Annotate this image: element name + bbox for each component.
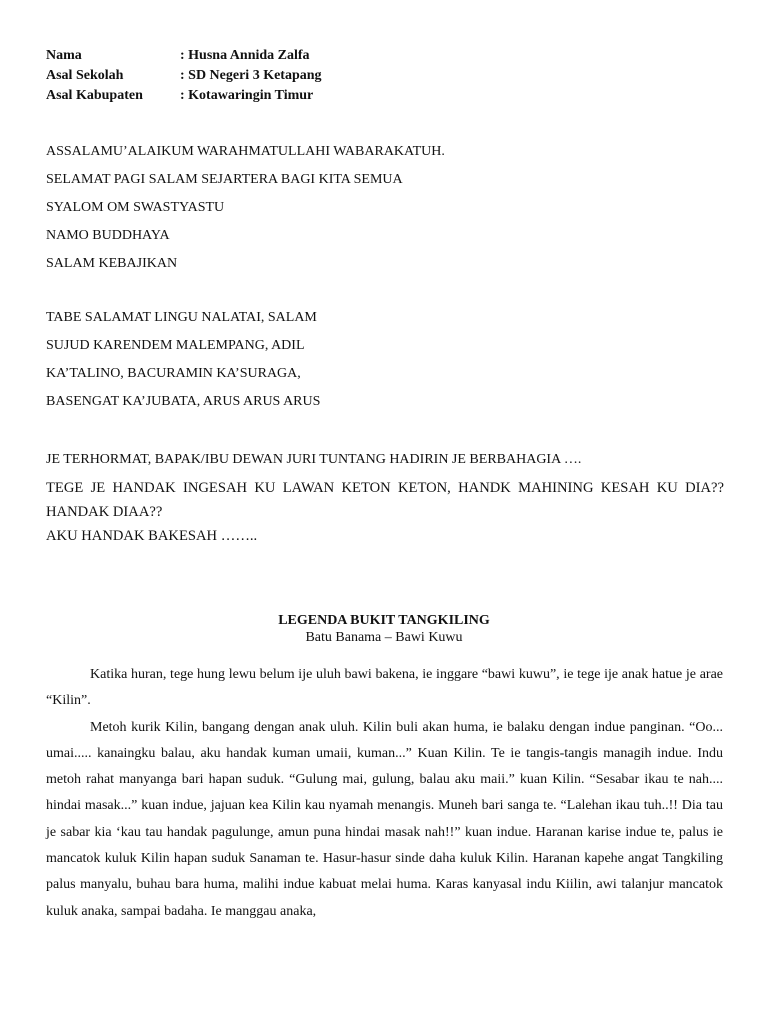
local-greeting-line: SUJUD KARENDEM MALEMPANG, ADIL — [46, 338, 305, 353]
story-subtitle: Batu Banama – Bawi Kuwu — [305, 630, 463, 645]
identity-row-school — [46, 66, 322, 86]
story-paragraph: Katika huran, tege hung lewu belum ije uluh bawi bakena, ie inggare “bawi kuwu”, ie tege ije anak hatue je arae “Kilin”. — [46, 667, 723, 709]
greeting-line: ASSALAMU’ALAIKUM WARAHMATULLAHI WABARAKATUH. — [46, 144, 445, 159]
local-greeting-line: TABE SALAMAT LINGU NALATAI, SALAM — [46, 310, 317, 325]
identity-label: Asal Sekolah — [46, 68, 124, 83]
identity-label: Asal Kabupaten — [46, 88, 143, 103]
identity-block — [46, 46, 322, 106]
intro-block — [46, 476, 724, 548]
identity-row-name — [46, 46, 322, 66]
story-title: LEGENDA BUKIT TANGKILING — [278, 613, 490, 628]
greeting-line: NAMO BUDDHAYA — [46, 228, 170, 243]
story-paragraph: Metoh kurik Kilin, bangang dengan anak uluh. Kilin buli akan huma, ie balaku dengan indue panginan. “Oo... umai..... kanaingku balau, aku handak kuman umaii, kuman...” Kuan Kilin. Te ie tangis-tangis managih indue. Indu metoh rahat manyanga bari hapan suduk. “Gulung mai, gulung, balau aku maii.” kuan Kilin. “Sesabar ikau te nah.... hindai masak...” kuan indue, jajuan kea Kilin kau nyamah menangis. Muneh bari sanga te. “Lalehan ikau tuh..!! Dia tau je sabar kia ‘kau tau handak pagulunge, amun puna hindai masak nah!!” kuan indue. Haranan karise indue te, palus ie mancatok kuluk Kilin hapan suduk Sanaman te. Hasur-hasur sinde daha kuluk Kilin. Haranan kapehe angat Tangkiling palus manyalu, buhau bara huma, malihi indue kabuat melai huma. Karas kanyasal indu Kiilin, awi talanjur mancatok kuluk anaka, sampai badaha. Ie manggau anaka, — [46, 719, 723, 919]
identity-label: Nama — [46, 48, 82, 63]
greeting-line: SELAMAT PAGI SALAM SEJARTERA BAGI KITA SEMUA — [46, 172, 403, 187]
intro-line: HANDAK DIAA?? — [46, 504, 163, 520]
intro-line: TEGE JE HANDAK INGESAH KU LAWAN KETON KETON, HANDK MAHINING KESAH KU DIA?? — [46, 480, 724, 496]
identity-value: : Kotawaringin Timur — [180, 88, 314, 103]
local-greeting-line: BASENGAT KA’JUBATA, ARUS ARUS ARUS — [46, 394, 321, 409]
intro-line: AKU HANDAK BAKESAH …….. — [46, 528, 258, 544]
local-greetings — [46, 304, 726, 416]
greeting-line: SALAM KEBAJIKAN — [46, 256, 178, 271]
religious-greetings — [46, 138, 726, 278]
story-body — [46, 662, 723, 925]
honorific-line: JE TERHORMAT, BAPAK/IBU DEWAN JURI TUNTANG HADIRIN JE BERBAHAGIA …. — [46, 452, 582, 467]
local-greeting-line: KA’TALINO, BACURAMIN KA’SURAGA, — [46, 366, 301, 381]
identity-value: : SD Negeri 3 Ketapang — [180, 68, 322, 83]
identity-value: : Husna Annida Zalfa — [180, 48, 310, 63]
greeting-line: SYALOM OM SWASTYASTU — [46, 200, 225, 215]
identity-row-regency — [46, 86, 322, 106]
